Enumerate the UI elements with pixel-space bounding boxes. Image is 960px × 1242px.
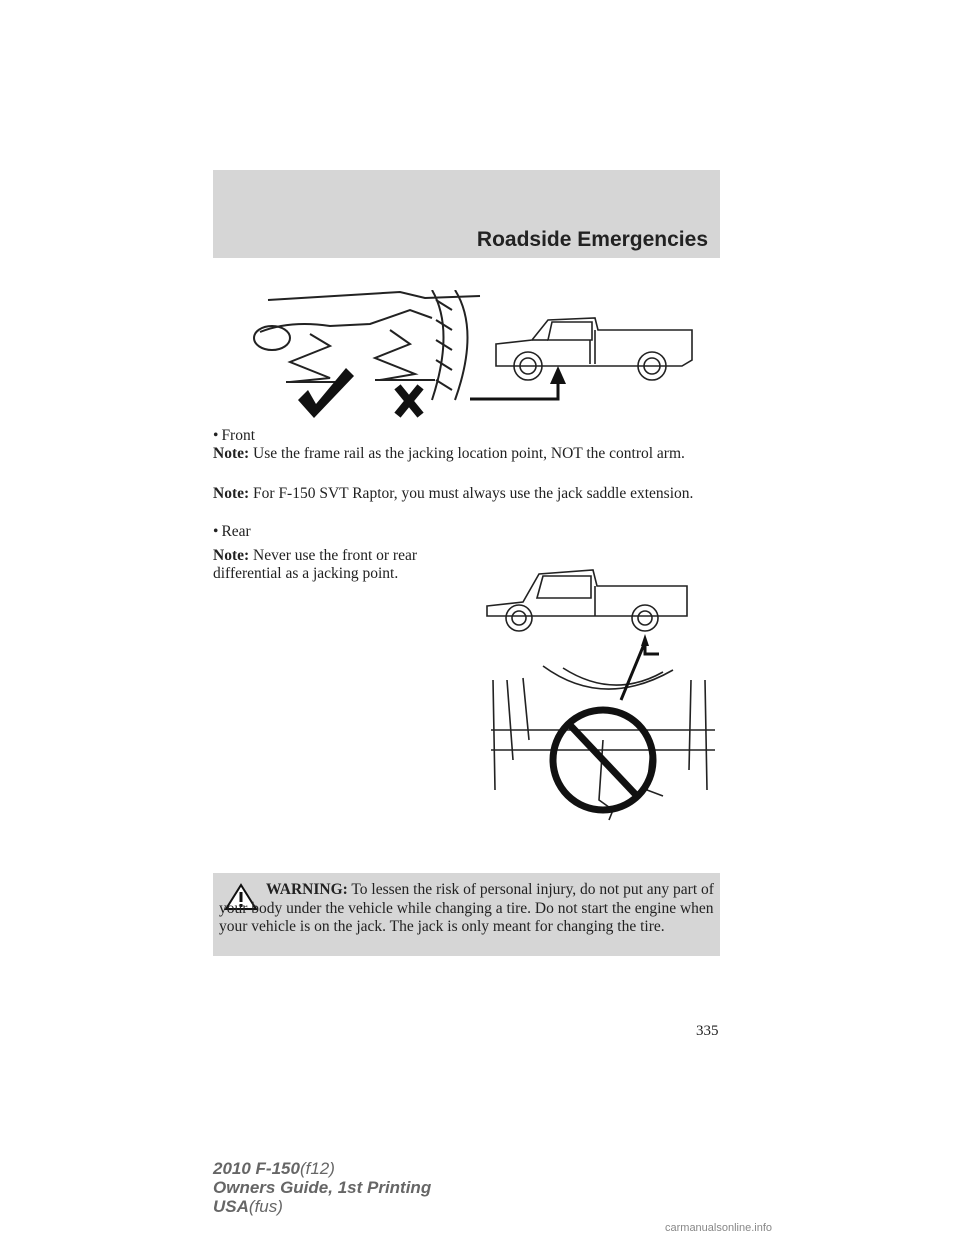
note-2-text: For F-150 SVT Raptor, you must always use the jack saddle extension. [253,485,694,502]
arrow-icon [470,366,566,399]
note-1 [213,445,718,463]
bullet-front-text: Front [221,427,256,444]
front-jack-illustration [250,290,490,420]
x-mark-icon [400,390,418,412]
bullet-rear [213,523,251,541]
bullet-front [213,427,255,445]
warning-body: To lessen the risk of personal injury, do not put any part of your body under the vehicle while changing a tire. Do not start the engine when your vehicle is on the jack. The jack is only meant for changing the tire. [219,881,714,935]
warning-label: WARNING: [266,881,348,898]
truck-front-arrow-illustration [470,300,700,410]
header-band [213,170,720,258]
note-3-line1: Never use the front or rear [253,547,417,564]
footer-guide: Owners Guide, 1st Printing [213,1178,432,1197]
note-3-line2: differential as a jacking point. [213,565,399,582]
note-2-label: Note: [213,485,250,502]
rear-jack-illustration [483,560,720,822]
warning-text [219,881,715,937]
prohibition-icon [553,710,653,810]
footer-model-code: (f12) [299,1159,335,1178]
footer-model: 2010 F-150 [213,1159,300,1178]
bullet-rear-text: Rear [221,523,251,540]
note-3 [213,547,463,583]
warning-box [213,873,720,956]
note-3-label: Note: [213,547,250,564]
note-1-label: Note: [213,445,250,462]
footer [213,1159,431,1216]
section-title: Roadside Emergencies [476,228,708,251]
page-number: 335 [696,1023,719,1039]
watermark[interactable]: carmanualsonline.info [665,1222,773,1234]
footer-market: USA [213,1197,249,1216]
footer-market-code: (fus) [248,1197,283,1216]
note-2 [213,485,718,503]
note-1-text: Use the frame rail as the jacking location point, NOT the control arm. [253,445,685,462]
